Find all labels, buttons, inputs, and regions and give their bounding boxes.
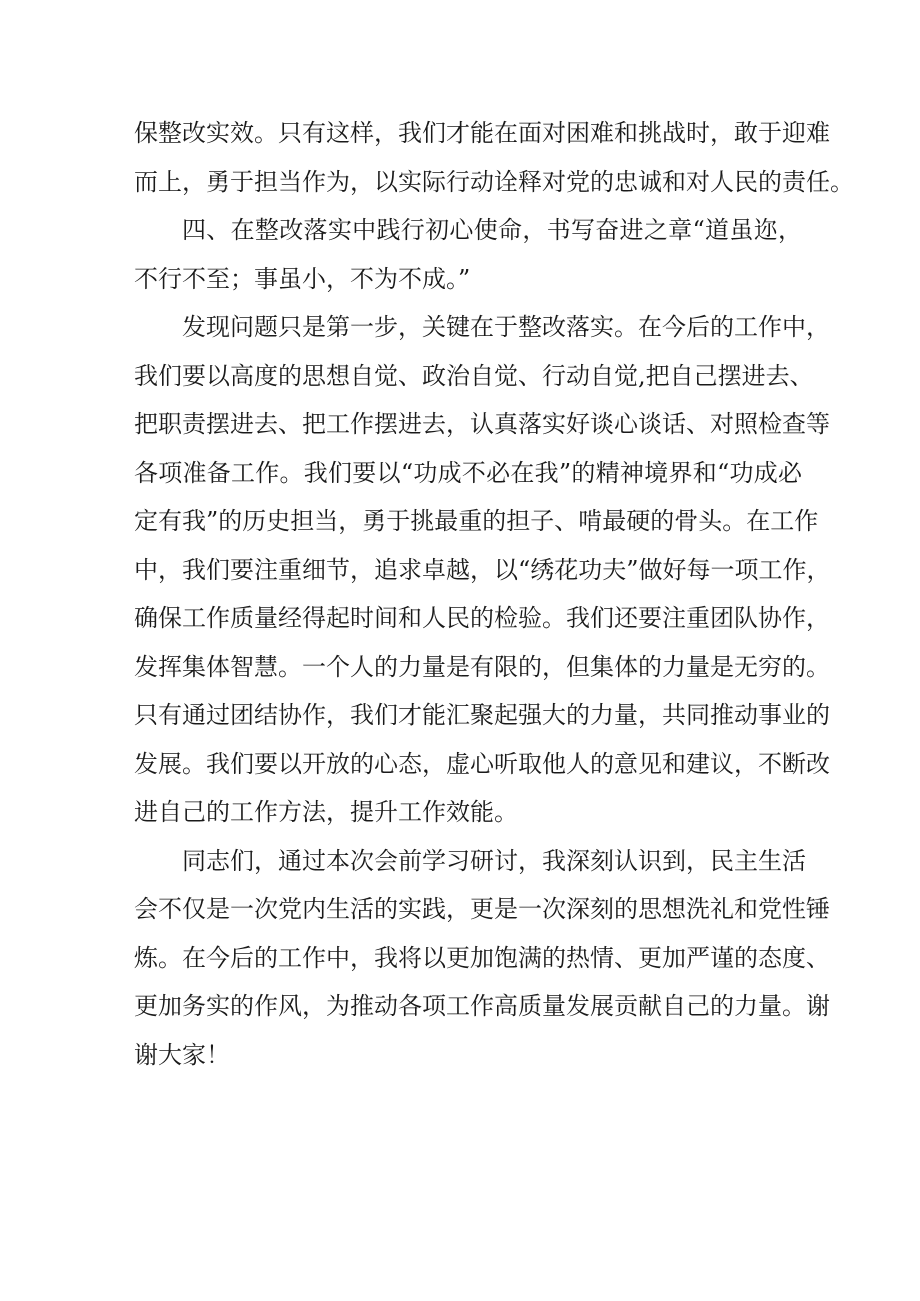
text-line: 进自己的工作方法，提升工作效能。 [134, 798, 518, 826]
text-line: 会不仅是一次党内生活的实践，更是一次深刻的思想洗礼和党性锤 [134, 895, 830, 923]
text-line: 发挥集体智慧。一个人的力量是有限的，但集体的力量是无穷的。 [134, 652, 830, 681]
text-line: 定有我”的历史担当，勇于挑最重的担子、啃最硬的骨头。在工作 [134, 507, 819, 535]
text-line: 发展。我们要以开放的心态，虚心听取他人的意见和建议，不断改 [134, 749, 830, 778]
text-line: 而上，勇于担当作为，以实际行动诠释对党的忠诚和对人民的责任。 [134, 167, 854, 196]
text-line: 把职责摆进去、把工作摆进去，认真落实好谈心谈话、对照检查等 [134, 410, 830, 438]
text-line: 发现问题只是第一步，关键在于整改落实。在今后的工作中， [182, 313, 830, 341]
text-line: 同志们，通过本次会前学习研讨，我深刻认识到，民主生活 [182, 846, 806, 875]
text-line: 炼。在今后的工作中，我将以更加饱满的热情、更加严谨的态度、 [134, 943, 830, 972]
text-line: 谢大家！ [134, 1040, 230, 1069]
text-line: 中，我们要注重细节，追求卓越，以“绣花功夫”做好每一项工作， [134, 555, 831, 584]
text-line: 各项准备工作。我们要以“功成不必在我”的精神境界和“功成必 [134, 458, 802, 487]
text-line: 保整改实效。只有这样，我们才能在面对困难和挑战时，敢于迎难 [134, 119, 830, 147]
section-heading-line: 四、在整改落实中践行初心使命，书写奋进之章“道虽迩， [182, 216, 802, 244]
text-line: 我们要以高度的思想自觉、政治自觉、行动自觉,把自己摆进去、 [134, 361, 814, 390]
text-line: 确保工作质量经得起时间和人民的检验。我们还要注重团队协作， [134, 604, 830, 632]
document-body [134, 112, 854, 1082]
text-line: 更加务实的作风，为推动各项工作高质量发展贡献自己的力量。谢 [134, 992, 830, 1020]
text-line: 只有通过团结协作，我们才能汇聚起强大的力量，共同推动事业的 [134, 701, 830, 729]
section-heading-line: 不行不至；事虽小，不为不成。” [134, 264, 471, 293]
